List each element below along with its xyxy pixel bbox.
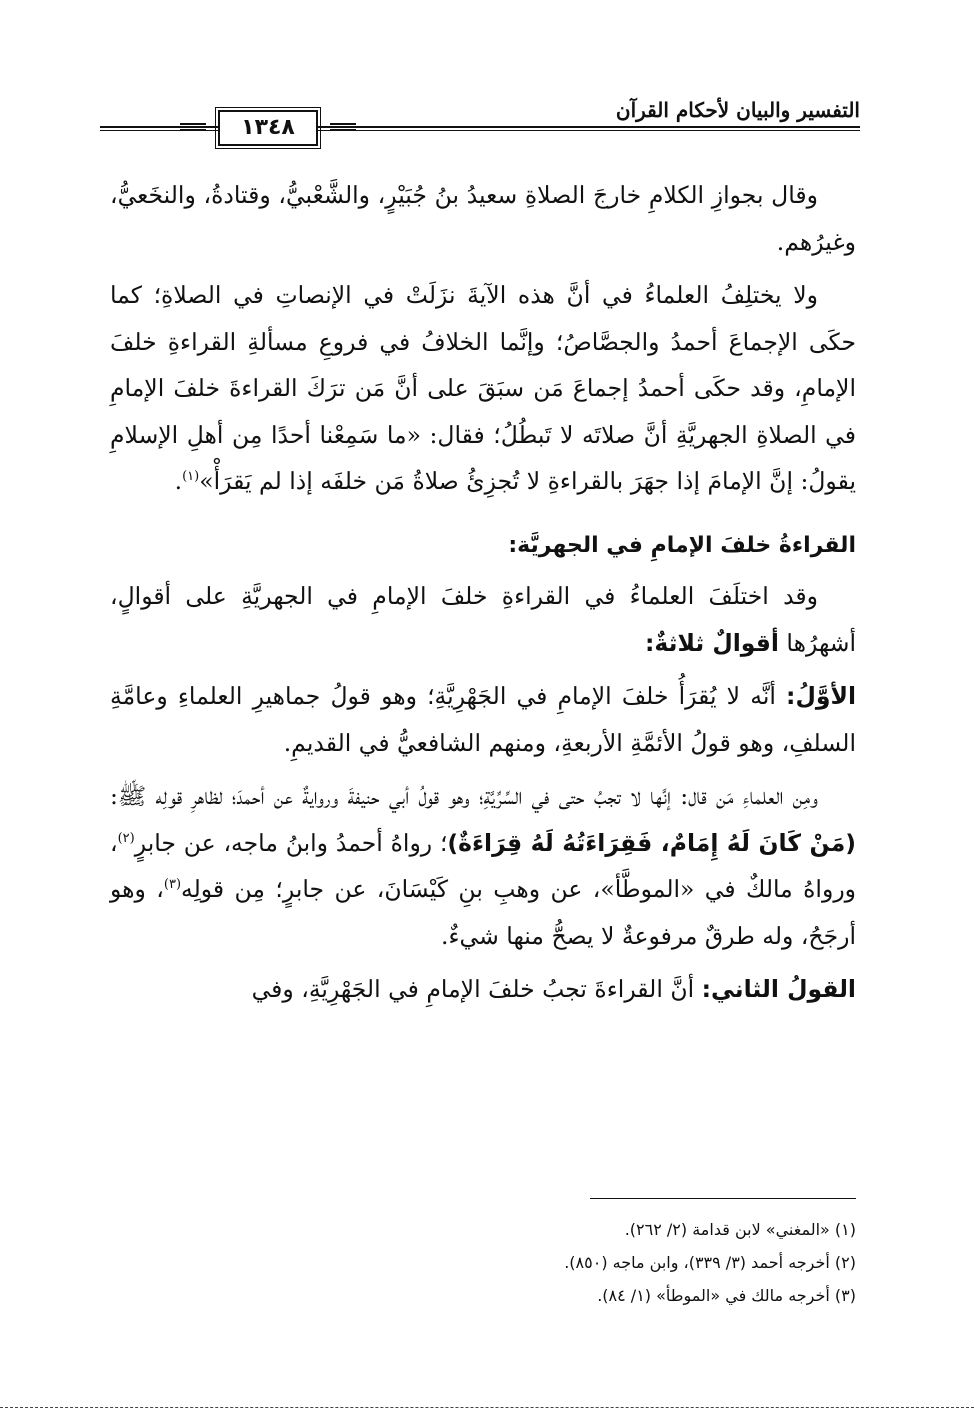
opinion-label: الأوَّلُ: <box>786 682 856 710</box>
paragraph <box>110 172 856 265</box>
book-title: التفسير والبيان لأحكام القرآن <box>615 98 860 122</box>
footnote-ref[interactable]: (١) <box>182 469 200 484</box>
footnote-separator <box>590 1198 856 1199</box>
header-rule-thin <box>100 130 860 131</box>
paragraph <box>110 966 856 1013</box>
paragraph-text: أنَّ القراءةَ تجبُ خلفَ الإمامِ في الجَهْرِيَّةِ، وفي <box>251 975 702 1003</box>
footnotes <box>110 1213 856 1312</box>
page-header <box>100 98 860 158</box>
ornament-rule <box>330 129 356 130</box>
paragraph-text: وقال بجوازِ الكلامِ خارجَ الصلاةِ سعيدُ بنُ جُبَيْرٍ، والشَّعْبيُّ، وقتادةُ، والنخَعيُّ، وغيرُهم. <box>110 181 856 256</box>
paragraph-text: ، ورواهُ مالكٌ في «الموطَّأ»، عن وهبِ بنِ كَيْسَانَ، عن جابرٍ؛ مِن قولِه <box>110 828 857 903</box>
section-heading: القراءةُ خلفَ الإمامِ في الجهريَّة: <box>508 532 856 558</box>
footnote-ref[interactable]: (٣) <box>163 877 182 892</box>
hadith-quote: (مَنْ كَانَ لَهُ إِمَامٌ، فَقِرَاءَتُهُ لَهُ قِرَاءَةٌ) <box>447 828 856 857</box>
paragraph-text: ولا يختلِفُ العلماءُ في أنَّ هذه الآيةَ نزَلَتْ في الإنصاتِ في الصلاةِ؛ كما حكَى الإجماعَ أحمدُ والجصَّاصُ؛ وإنَّما الخلافُ في فروعِ مسألةِ القراءةِ خلفَ الإمامِ، وقد حكَى أحمدُ إجماعَ مَن سبَقَ على أنَّ مَن ترَكَ القراءةَ خلفَ الإمامِ في الصلاةِ الجهريَّةِ أنَّ صلاتَه لا تَبطُلُ؛ فقال: «ما سَمِعْنا أحدًا مِن أهلِ الإسلامِ يقولُ: إنَّ الإمامَ إذا جهَرَ بالقراءةِ لا تُجزِئُ صلاةُ مَن خلفَه إذا لم يَقرَأْ» <box>110 281 856 495</box>
paragraph-end: . <box>174 467 183 495</box>
header-rule <box>100 126 860 128</box>
ornament-rule <box>180 129 206 130</box>
page-number: ١٣٤٨ <box>218 110 318 146</box>
paragraph-text: وقد اختلَفَ العلماءُ في القراءةِ خلفَ الإمامِ في الجهريَّةِ على أقوالٍ، أشهرُها <box>110 582 856 657</box>
paragraph <box>110 673 856 766</box>
paragraph-text: أنَّه لا يُقرَأُ خلفَ الإمامِ في الجَهْرِيَّةِ؛ وهو قولُ جماهيرِ العلماءِ وعامَّةِ السلفِ، وهو قولُ الأئمَّةِ الأربعةِ، ومنهم الشافعيُّ في القديمِ. <box>110 682 856 757</box>
opinion-label: القولُ الثاني: <box>701 975 856 1003</box>
footnote: (١) «المغني» لابن قدامة (٢/ ٢٦٢). <box>624 1220 856 1239</box>
emphasis-text: أقوالٌ ثلاثةٌ: <box>645 628 779 657</box>
footnote-ref[interactable]: (٢) <box>117 830 135 846</box>
page-edge <box>0 1407 974 1408</box>
footnote: (٣) أخرجه مالك في «الموطأ» (١/ ٨٤). <box>597 1286 856 1305</box>
main-text <box>110 172 856 1020</box>
ornament-rule <box>180 123 206 125</box>
paragraph-text: ؛ رواهُ أحمدُ وابنُ ماجه، عن جابرٍ <box>134 828 448 857</box>
paragraph <box>110 773 856 959</box>
paragraph <box>110 272 856 505</box>
paragraph-text: ، وهو أرجَحُ، وله طرقٌ مرفوعةٌ لا يصحُّ منها شيءٌ. <box>110 875 856 950</box>
paragraph <box>110 573 856 666</box>
footnote: (٢) أخرجه أحمد (٣/ ٣٣٩)، وابن ماجه (٨٥٠). <box>564 1253 856 1272</box>
ornament-rule <box>330 123 356 125</box>
paragraph-text: ومِن العلماءِ مَن قال: إنَّها لا تجبُ حتى في السِّرِّيَّةِ؛ وهو قولُ أبي حنيفةَ وروايةٌ عن أحمدَ؛ لظاهرِ قولِه ﷺ: <box>110 782 818 810</box>
